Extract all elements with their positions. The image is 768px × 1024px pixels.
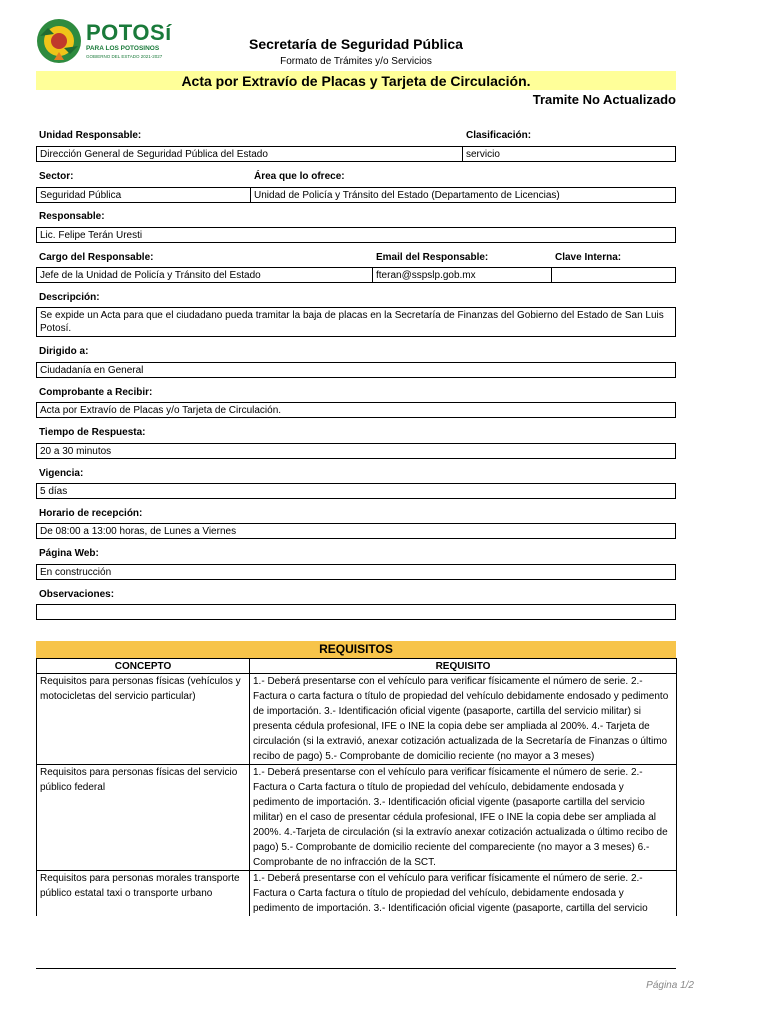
table-row	[37, 871, 677, 917]
cargo-label: Cargo del Responsable:	[39, 252, 154, 263]
observaciones-label: Observaciones:	[39, 589, 115, 600]
dirigido-label: Dirigido a:	[39, 346, 89, 357]
clasificacion-field: servicio	[462, 146, 676, 162]
requisito-cell: 1.- Deberá presentarse con el vehículo para verificar físicamente el número de serie. 2.- Factura o carta factura o título de propiedad del vehículo debidamente endosado y pedimento de importación. 3.- Identificación oficial vigente (pasaporte, cartilla del servicio militar) si presenta cédula profesional, IFE o INE la copia debe ser ampliada al 200%. 4.- Tarjeta de circulación (si la extravió, anexar cotización actualizada de la Secretaría de Finanzas o último recibo de pago) 5.- Comprobante de domicilio reciente (no mayor a 3 meses)	[250, 674, 677, 765]
document-subtitle: Formato de Trámites y/o Servicios	[280, 56, 432, 67]
responsable-label: Responsable:	[39, 211, 105, 222]
dirigido-field: Ciudadanía en General	[36, 362, 676, 378]
clasificacion-label: Clasificación:	[466, 130, 532, 141]
pagina-web-field: En construcción	[36, 564, 676, 580]
logo-tagline: PARA LOS POTOSINOS	[86, 45, 160, 52]
area-field: Unidad de Policía y Tránsito del Estado (Departamento de Licencias)	[250, 187, 676, 203]
acta-title: Acta por Extravío de Placas y Tarjeta de Circulación.	[181, 73, 531, 89]
email-label: Email del Responsable:	[376, 252, 489, 263]
comprobante-field: Acta por Extravío de Placas y/o Tarjeta de Circulación.	[36, 402, 676, 418]
requisito-cell: 1.- Deberá presentarse con el vehículo para verificar físicamente el número de serie. 2.- Factura o Carta factura o título de propiedad del vehículo, debidamente endosada y pedimento de importación. 3.- Identificación oficial vigente (pasaporte cartilla del servicio militar) en el caso de presentar cédula profesional, IFE o INE la copia debe ser ampliada al 200%. 4.-Tarjeta de circulación (si la extravío anexar cotización actualizada o último recibo de pago) 5.- Comprobante de domicilio reciente del compareciente (no mayor a 3 meses) 6.- Comprobante de no infracción de la SCT.	[250, 765, 677, 871]
comprobante-label: Comprobante a Recibir:	[39, 387, 153, 398]
pagina-web-label: Página Web:	[39, 548, 99, 559]
concepto-cell: Requisitos para personas físicas (vehículos y motocicletas del servicio particular)	[37, 674, 250, 765]
requisitos-table	[36, 658, 677, 916]
requisitos-header-row	[37, 659, 677, 674]
sector-field: Seguridad Pública	[36, 187, 251, 203]
tramite-status: Tramite No Actualizado	[532, 92, 676, 107]
descripcion-label: Descripción:	[39, 292, 100, 303]
tiempo-respuesta-field: 20 a 30 minutos	[36, 443, 676, 459]
table-row	[37, 765, 677, 871]
logo-subtext: GOBIERNO DEL ESTADO 2021-2027	[86, 54, 163, 59]
concepto-column-header: CONCEPTO	[37, 659, 250, 674]
logo-wordmark: POTOSí	[86, 20, 172, 45]
requisito-cell: 1.- Deberá presentarse con el vehículo para verificar físicamente el número de serie. 2.- Factura o Carta factura o título de propiedad del vehículo, debidamente endosada y pedimento de importación. 3.- Identificación oficial vigente (pasaporte, cartilla del servicio	[250, 871, 677, 917]
clave-interna-field	[551, 267, 676, 283]
page-number: Página 1/2	[646, 980, 694, 991]
unidad-responsable-label: Unidad Responsable:	[39, 130, 142, 141]
area-label: Área que lo ofrece:	[254, 171, 345, 182]
responsable-field: Lic. Felipe Terán Uresti	[36, 227, 676, 243]
horario-field: De 08:00 a 13:00 horas, de Lunes a Viernes	[36, 523, 676, 539]
tiempo-respuesta-label: Tiempo de Respuesta:	[39, 427, 146, 438]
concepto-cell: Requisitos para personas morales transporte público estatal taxi o transporte urbano	[37, 871, 250, 917]
descripcion-field: Se expide un Acta para que el ciudadano pueda tramitar la baja de placas en la Secretaría de Finanzas del Gobierno del Estado de San Luis Potosí.	[36, 307, 676, 337]
footer-divider	[36, 968, 676, 969]
email-field: fteran@sspslp.gob.mx	[372, 267, 552, 283]
cargo-field: Jefe de la Unidad de Policía y Tránsito del Estado	[36, 267, 373, 283]
sector-label: Sector:	[39, 171, 74, 182]
unidad-responsable-field: Dirección General de Seguridad Pública del Estado	[36, 146, 463, 162]
vigencia-field: 5 días	[36, 483, 676, 499]
requisitos-header: REQUISITOS	[36, 641, 676, 658]
vigencia-label: Vigencia:	[39, 468, 84, 479]
requisito-column-header: REQUISITO	[250, 659, 677, 674]
document-title: Secretaría de Seguridad Pública	[249, 36, 463, 52]
concepto-cell: Requisitos para personas físicas del servicio público federal	[37, 765, 250, 871]
table-row	[37, 674, 677, 765]
clave-interna-label: Clave Interna:	[555, 252, 622, 263]
horario-label: Horario de recepción:	[39, 508, 143, 519]
observaciones-field	[36, 604, 676, 620]
